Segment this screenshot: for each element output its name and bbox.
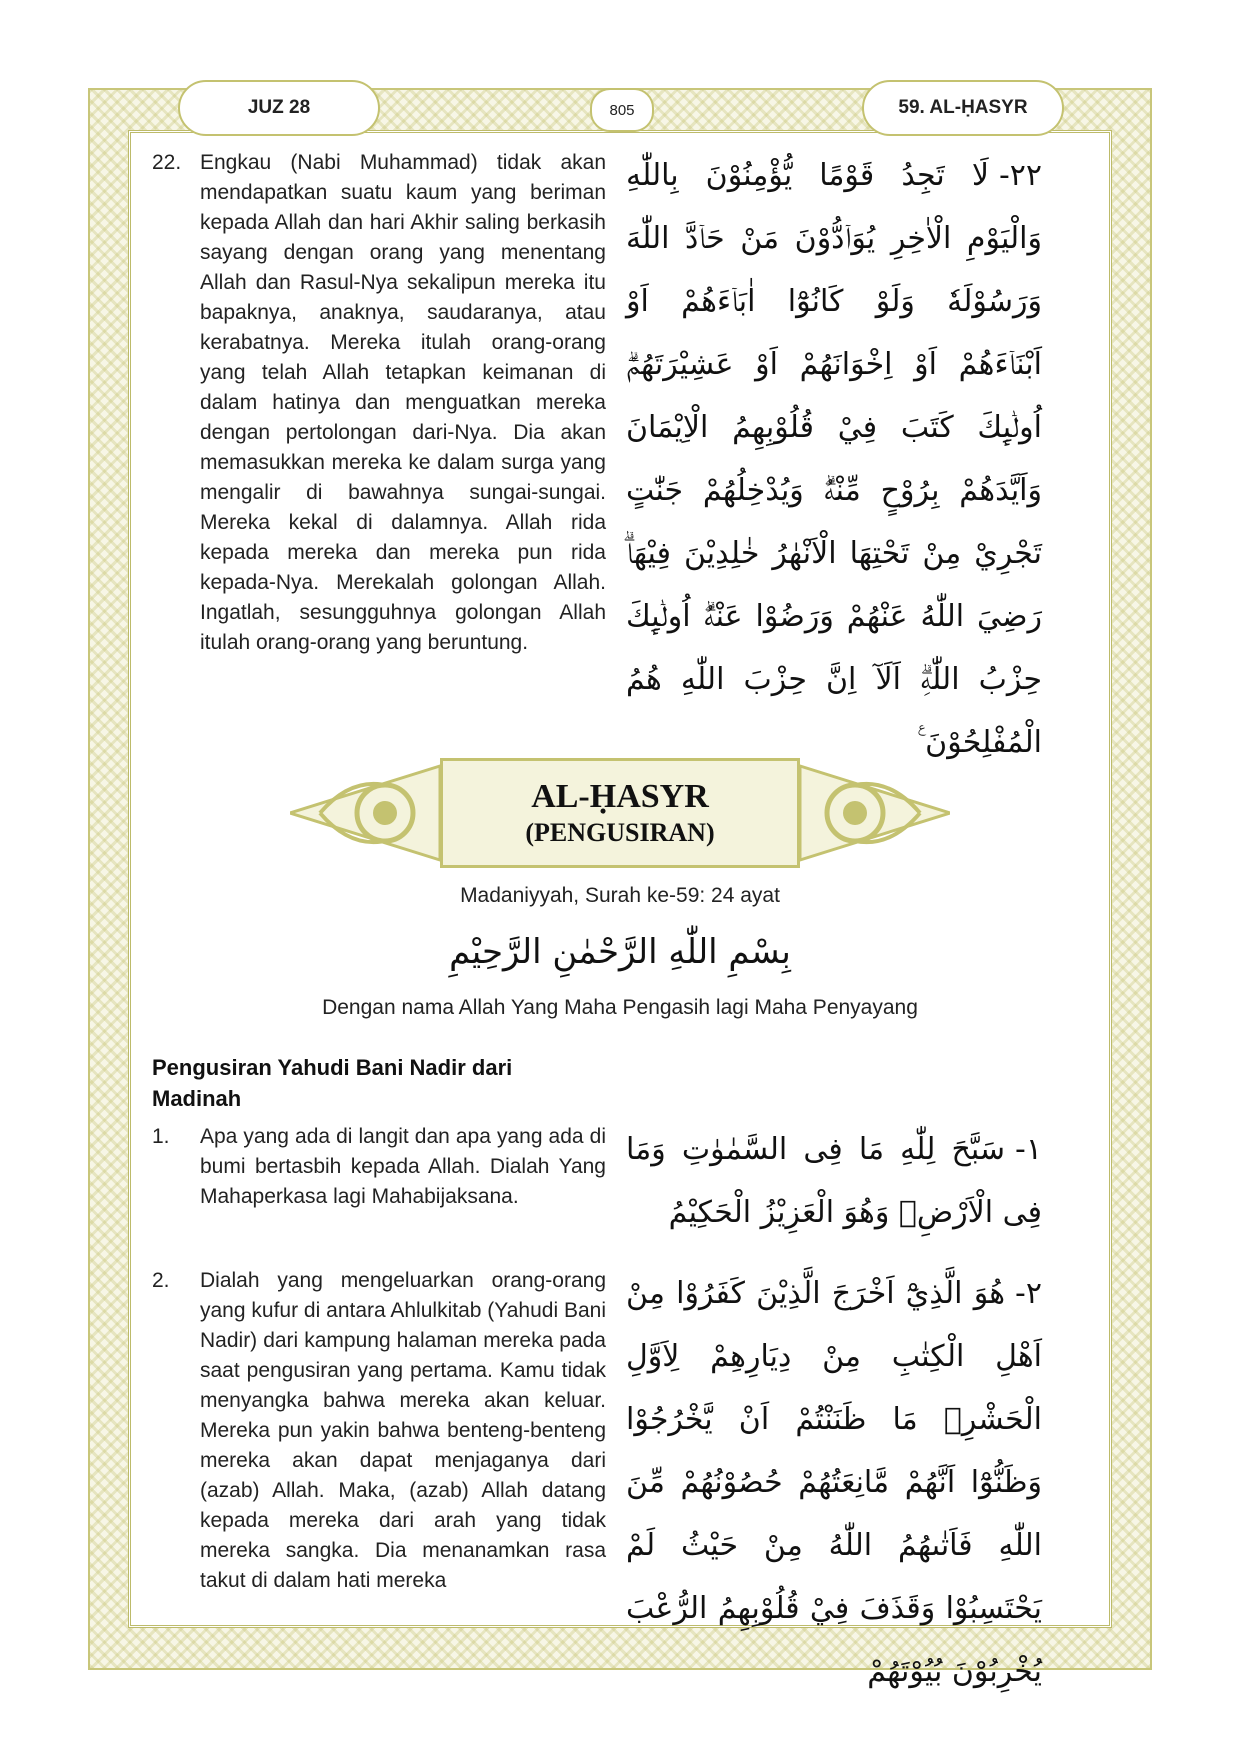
page-number: 805 xyxy=(590,88,654,132)
verse-2-translation: Dialah yang mengeluarkan orang-orang yang kufur di antara Ahlulkitab (Yahudi Bani Nadir) dari kampung halaman mereka pada saat pengusiran yang pertama. Kamu tidak menyangka bahwa mereka akan keluar. Mereka pun yakin bahwa benteng-benteng mereka akan dapat menjaganya dari (azab) Allah. Maka, (azab) Allah datang kepada mereka dari arah yang tidak mereka sangka. Dia menanamkan rasa takut di dalam hati mereka xyxy=(200,1269,606,1592)
verse-2-arabic: هُوَ الَّذِيْٓ اَخْرَجَ الَّذِيْنَ كَفَرُوْا مِنْ اَهْلِ الْكِتٰبِ مِنْ دِيَارِهِمْ لِاَوَّلِ الْحَشْرِۗ مَا ظَنَنْتُمْ اَنْ يَّخْرُجُوْا وَظَنُّوْٓا اَنَّهُمْ مَّانِعَتُهُمْ حُصُوْنُهُمْ مِّنَ اللّٰهِ فَاَتٰىهُمُ اللّٰهُ مِنْ حَيْثُ لَمْ يَحْتَسِبُوْا وَقَذَفَ فِيْ قُلُوْبِهِمُ الرُّعْبَ يُخْرِبُوْنَ بُيُوْتَهُمْ xyxy=(626,1276,1042,1689)
verse-22-arabic-number: ٢٢- xyxy=(998,158,1042,193)
verse-22-number: 22. xyxy=(152,151,182,174)
verse-1-arabic-number: ١- xyxy=(1015,1132,1042,1167)
verse-1-number: 1. xyxy=(152,1125,170,1148)
juz-label: JUZ 28 xyxy=(178,80,380,136)
surah-info: Madaniyyah, Surah ke-59: 24 ayat xyxy=(460,884,780,907)
section-heading: Pengusiran Yahudi Bani Nadir dari Madinah xyxy=(152,1055,513,1111)
surah-title: AL-ḤASYR xyxy=(531,778,709,815)
verse-1-arabic: سَبَّحَ لِلّٰهِ مَا فِى السَّمٰوٰتِ وَمَا فِى الْاَرْضِۚ وَهُوَ الْعَزِيْزُ الْحَكِيْمُ xyxy=(626,1132,1042,1230)
verse-1-translation: Apa yang ada di langit dan apa yang ada di bumi bertasbih kepada Allah. Dialah Yang Mahaperkasa lagi Mahabijaksana. xyxy=(200,1125,606,1208)
verse-22-arabic-block xyxy=(626,144,1042,774)
verse-2-number: 2. xyxy=(152,1269,170,1292)
surah-title-banner xyxy=(290,758,950,868)
verse-22-translation: Engkau (Nabi Muhammad) tidak akan mendapatkan suatu kaum yang beriman kepada Allah dan hari Akhir saling berkasih sayang dengan orang yang menentang Allah dan Rasul-Nya sekalipun mereka itu bapaknya, anaknya, saudaranya, atau kerabatnya. Mereka itulah orang-orang yang telah Allah tetapkan keimanan di dalam hatinya dan menguatkan mereka dengan pertolongan dari-Nya. Dia akan memasukkan mereka ke dalam surga yang mengalir di bawahnya sungai-sungai. Mereka kekal di dalamnya. Allah rida kepada mereka dan mereka pun rida kepada-Nya. Merekalah golongan Allah. Ingatlah, sesungguhnya golongan Allah itulah orang-orang yang beruntung. xyxy=(200,151,606,654)
verse-2-arabic-number: ٢- xyxy=(1015,1276,1042,1311)
basmala-translation: Dengan nama Allah Yang Maha Pengasih lagi Maha Penyayang xyxy=(322,996,918,1019)
verse-2-arabic-block xyxy=(626,1262,1042,1703)
verse-2-translation-block xyxy=(152,1266,606,1596)
verse-1-arabic-block xyxy=(626,1118,1042,1244)
verse-22-translation-block xyxy=(152,148,606,658)
surah-subtitle: (PENGUSIRAN) xyxy=(525,818,715,847)
verse-22-arabic: لَا تَجِدُ قَوْمًا يُّؤْمِنُوْنَ بِاللّٰهِ وَالْيَوْمِ الْاٰخِرِ يُوَاۤدُّوْنَ مَنْ حَاۤدَّ اللّٰهَ وَرَسُوْلَهٗ وَلَوْ كَانُوْٓا اٰبَاۤءَهُمْ اَوْ اَبْنَاۤءَهُمْ اَوْ اِخْوَانَهُمْ اَوْ عَشِيْرَتَهُمْۗ اُولٰۤىِٕكَ كَتَبَ فِيْ قُلُوْبِهِمُ الْاِيْمَانَ وَاَيَّدَهُمْ بِرُوْحٍ مِّنْهُۗ وَيُدْخِلُهُمْ جَنّٰتٍ تَجْرِيْ مِنْ تَحْتِهَا الْاَنْهٰرُ خٰلِدِيْنَ فِيْهَاۗ رَضِيَ اللّٰهُ عَنْهُمْ وَرَضُوْا عَنْهُۗ اُولٰۤىِٕكَ حِزْبُ اللّٰهِۗ اَلَآ اِنَّ حِزْبَ اللّٰهِ هُمُ الْمُفْلِحُوْنَ ࣖ xyxy=(626,158,1042,760)
basmala-arabic: بِسْمِ اللّٰهِ الرَّحْمٰنِ الرَّحِيْمِ xyxy=(449,932,791,972)
verse-1-translation-block xyxy=(152,1122,606,1212)
surah-label: 59. AL-ḤASYR xyxy=(862,80,1064,136)
